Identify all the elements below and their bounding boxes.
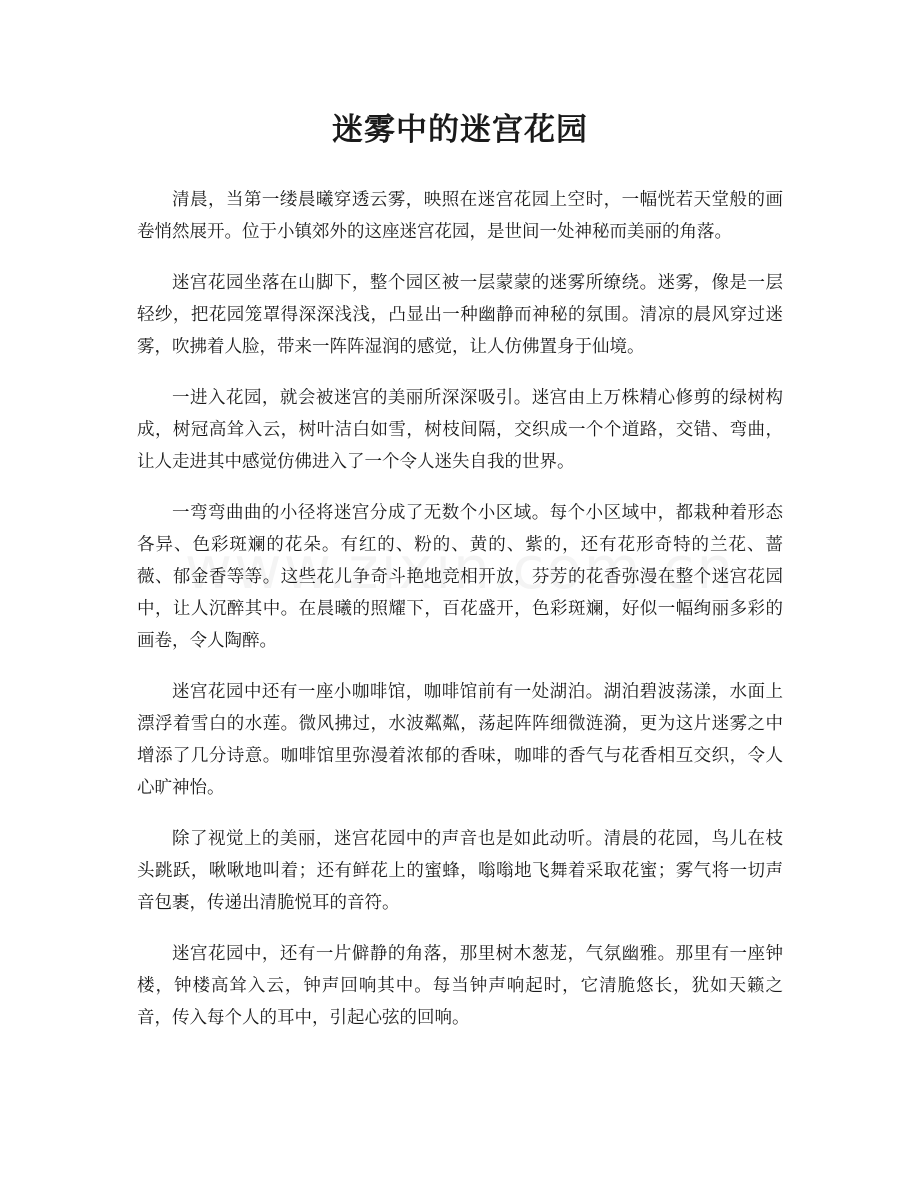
paragraph: 迷宫花园中还有一座小咖啡馆，咖啡馆前有一处湖泊。湖泊碧波荡漾，水面上漂浮着雪白的水莲。微风拂过，水波粼粼，荡起阵阵细微涟漪，更为这片迷雾之中增添了几分诗意。咖啡馆里弥漫着浓郁的香味，咖啡的香气与花香相互交织，令人心旷神怡。	[137, 682, 783, 798]
paragraph: 迷宫花园中，还有一片僻静的角落，那里树木葱茏，气氛幽雅。那里有一座钟楼，钟楼高耸入云，钟声回响其中。每当钟声响起时，它清脆悠长，犹如天籁之音，传入每个人的耳中，引起心弦的回响。	[137, 944, 783, 1028]
paragraph: 一弯弯曲曲的小径将迷宫分成了无数个小区域。每个小区域中，都栽种着形态各异、色彩斑斓的花朵。有红的、粉的、黄的、紫的，还有花形奇特的兰花、蔷薇、郁金香等等。这些花儿争奇斗艳地竞相开放，芬芳的花香弥漫在整个迷宫花园中，让人沉醉其中。在晨曦的照耀下，百花盛开，色彩斑斓，好似一幅绚丽多彩的画卷，令人陶醉。	[137, 503, 783, 651]
paragraph: 迷宫花园坐落在山脚下，整个园区被一层蒙蒙的迷雾所缭绕。迷雾，像是一层轻纱，把花园笼罩得深深浅浅，凸显出一种幽静而神秘的氛围。清凉的晨风穿过迷雾，吹拂着人脸，带来一阵阵湿润的感觉，让人仿佛置身于仙境。	[137, 273, 783, 357]
document-body	[137, 184, 783, 1053]
paragraph: 除了视觉上的美丽，迷宫花园中的声音也是如此动听。清晨的花园，鸟儿在枝头跳跃，啾啾地叫着；还有鲜花上的蜜蜂，嗡嗡地飞舞着采取花蜜；雾气将一切声音包裹，传递出清脆悦耳的音符。	[137, 829, 783, 913]
paragraph: 清晨，当第一缕晨曦穿透云雾，映照在迷宫花园上空时，一幅恍若天堂般的画卷悄然展开。位于小镇郊外的这座迷宫花园，是世间一处神秘而美丽的角落。	[137, 190, 783, 242]
paragraph: 一进入花园，就会被迷宫的美丽所深深吸引。迷宫由上万株精心修剪的绿树构成，树冠高耸入云，树叶洁白如雪，树枝间隔，交织成一个个道路，交错、弯曲，让人走进其中感觉仿佛进入了一个令人迷失自我的世界。	[137, 388, 783, 472]
document-title: 迷雾中的迷宫花园	[332, 112, 588, 148]
